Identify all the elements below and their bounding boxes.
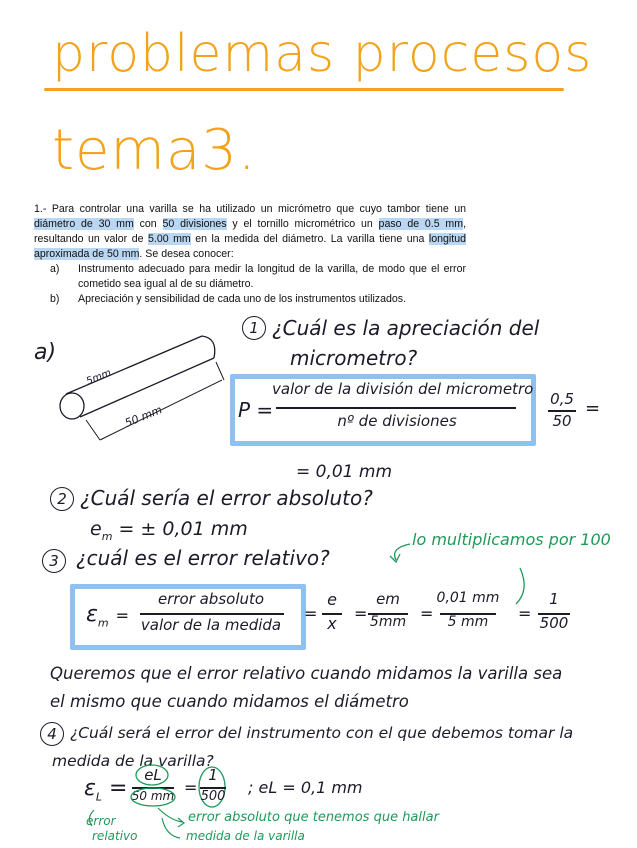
intro-highlight: longitud aproximada de 50 mm (34, 233, 466, 260)
item-label: a) (50, 263, 60, 275)
intro-text: , resultando un valor de (34, 218, 467, 245)
intro-text: 1.- Para controlar una varilla se ha utilizado un micrómetro que cuyo tambor tiene un (34, 203, 466, 215)
em-value: = ± 0,01 mm (118, 518, 248, 540)
green-note-absolute-error: error absoluto que tenemos que hallar (188, 810, 439, 825)
el-numerator: eL (144, 766, 162, 784)
eps-fraction-bar (140, 613, 284, 615)
p-numerator: valor de la división del micrometro (272, 380, 534, 398)
p-eq-tail: = (585, 398, 601, 419)
p-eq-denominator: 50 (552, 412, 572, 430)
eps-denominator: valor de la medida (140, 616, 282, 634)
sketch-diameter-label: 5mm (84, 367, 113, 388)
green-note-multiply: lo multiplicamos por 100 (412, 530, 611, 549)
question-1-text-2: micrometro? (290, 346, 418, 370)
title-underline (44, 88, 564, 91)
question-1-text: ¿Cuál es la apreciación del (272, 316, 540, 340)
intro-highlight: paso de 0.5 mm (378, 218, 464, 230)
paragraph-line-2: el mismo que cuando midamos el diámetro (50, 692, 409, 711)
eq-sign: = (518, 604, 532, 623)
p-eq-numerator: 0,5 (550, 390, 574, 408)
eps-equals: = (115, 606, 130, 625)
f2-denominator: 5mm (369, 614, 407, 630)
em-symbol: e (90, 518, 102, 540)
eps-numerator: error absoluto (157, 590, 265, 608)
eps-subscript: m (97, 616, 109, 630)
p-denominator: nº de divisiones (337, 412, 457, 430)
part-label: a) (34, 340, 57, 365)
rod-sketch-icon (40, 320, 240, 450)
el-right-numerator: 1 (208, 766, 218, 784)
problem-item (34, 292, 466, 307)
item-label: b) (50, 293, 60, 305)
problem-item (34, 262, 466, 292)
paragraph-line-1: Queremos que el error relativo cuando midamos la varilla sea (50, 664, 563, 683)
sketch-length-label: 50 mm (122, 403, 164, 430)
el-letter: ε (84, 776, 96, 801)
el-right-denominator: 500 (200, 789, 226, 804)
el-subscript: L (95, 790, 103, 804)
problem-intro (34, 202, 466, 262)
intro-highlight: 50 divisiones (162, 218, 227, 230)
title-line-2: tema3. (52, 118, 257, 183)
f2-numerator: em (376, 590, 400, 608)
eps-letter: ε (86, 602, 98, 627)
el-symbol: $\varepsilon_L$ = (84, 776, 128, 804)
title-line-1: problemas procesos (52, 24, 593, 84)
f3-numerator: 0,01 mm (436, 590, 500, 606)
f1-denominator: x (327, 614, 337, 633)
intro-text: en la medida del diámetro. La varilla tiene una (190, 233, 429, 245)
f1-numerator: e (327, 590, 337, 609)
intro-text: con (133, 218, 163, 230)
eq-sign: = (304, 604, 318, 623)
question-4-text-2: medida de la varilla? (52, 752, 214, 770)
eq-sign: = (420, 604, 434, 623)
em-subscript: m (101, 529, 113, 543)
problem-statement (34, 202, 466, 307)
question-4-number: 4 (40, 722, 64, 746)
green-note-rod-measure: medida de la varilla (186, 829, 305, 843)
f3-denominator: 5 mm (447, 614, 489, 630)
eps-symbol (86, 602, 129, 629)
eq-sign: = (354, 604, 368, 623)
p-fraction-bar (276, 407, 516, 409)
question-3-text: ¿cuál es el error relativo? (76, 546, 330, 570)
question-3-number: 3 (42, 549, 66, 573)
intro-text: . Se desea conocer: (139, 248, 234, 260)
question-2-number: 2 (50, 487, 74, 511)
item-text: Instrumento adecuado para medir la longitud de la varilla, de modo que el error cometido sea igual al de su diámetro. (78, 263, 466, 290)
intro-text: y el tornillo micrométrico un (226, 218, 379, 230)
green-note-error: error (86, 814, 116, 828)
p-result: = 0,01 mm (296, 462, 393, 482)
f4-numerator: 1 (549, 590, 559, 608)
question-1-number: 1 (242, 316, 266, 340)
f4-denominator: 500 (539, 614, 569, 632)
el-result: ; eL = 0,1 mm (248, 778, 363, 797)
p-symbol: P = (238, 398, 274, 422)
intro-highlight: 5.00 mm (147, 233, 191, 245)
el-equals: = (184, 778, 198, 797)
intro-highlight: diámetro de 30 mm (34, 218, 134, 230)
em-line (90, 518, 248, 543)
item-text: Apreciación y sensibilidad de cada uno de los instrumentos utilizados. (78, 293, 407, 305)
green-note-relative: relativo (92, 829, 138, 843)
question-4-text: ¿Cuál será el error del instrumento con el que debemos tomar la (70, 724, 574, 742)
question-2-text: ¿Cuál sería el error absoluto? (80, 486, 373, 510)
el-denominator: 50 mm (131, 789, 175, 803)
